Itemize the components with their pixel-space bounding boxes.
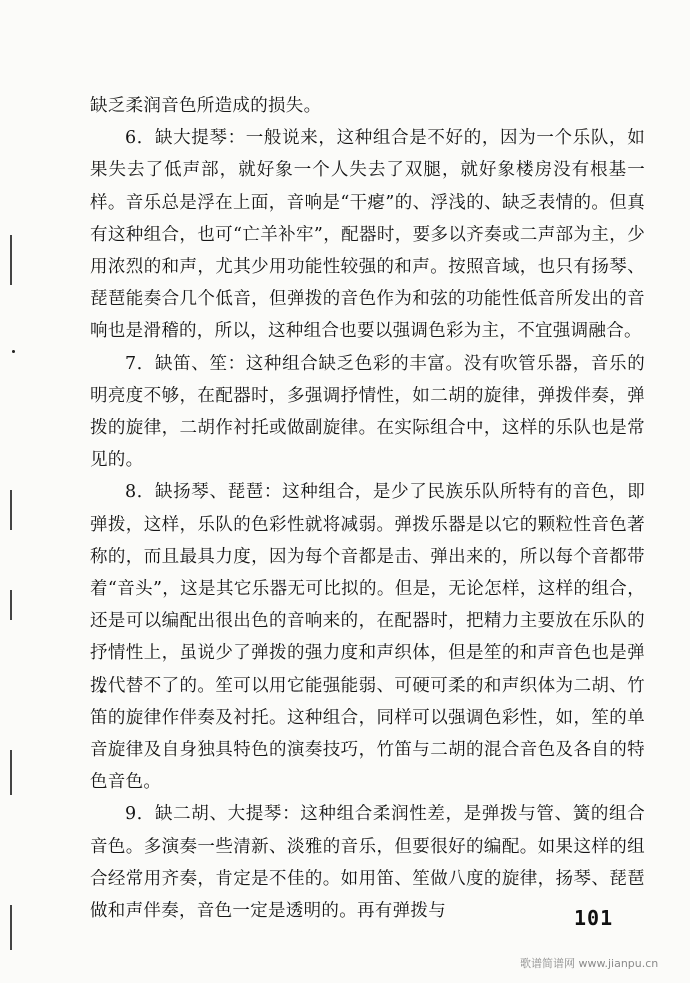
paragraph: 8．缺扬琴、琵琶：这种组合，是少了民族乐队所特有的音色，即弹拨，这样，乐队的色彩性就将减弱。弹拨乐器是以它的颗粒性音色著称的，而且最具力度，因为每个音都是击、弹出来的，所以每个音都带着“音头”，这是其它乐器无可比拟的。但是，无论怎样，这样的组合，还是可以编配出很出色的音响来的，在配器时，把精力主要放在乐队的抒情性上，虽说少了弹拨的强力度和声织体，但是笙的和声音色也是弹拨代替不了的。笙可以用它能强能弱、可硬可柔的和声织体为二胡、竹笛的旋律作伴奏及衬托。这种组合，同样可以强调色彩性，如，笙的单音旋律及自身独具特色的演奏技巧，竹笛与二胡的混合音色及各自的特色音色。 — [90, 482, 645, 793]
scan-margin-mark — [10, 590, 12, 620]
scan-margin-mark — [10, 750, 12, 795]
page-number: 101 — [574, 906, 614, 930]
paragraph: 7．缺笛、笙：这种组合缺乏色彩的丰富。没有吹管乐器，音乐的明亮度不够，在配器时，多强调抒情性，如二胡的旋律，弹拨伴奏，弹拨的旋律，二胡作衬托或做副旋律。在实际组合中，这样的乐队也是常见的。 — [90, 353, 645, 471]
watermark: 歌谱简谱网 www.jianpu.cn — [520, 957, 659, 970]
scan-speck — [12, 350, 15, 353]
scan-margin-mark — [10, 490, 12, 530]
body-text — [90, 90, 645, 927]
scan-margin-mark — [10, 905, 12, 950]
scan-margin-mark — [10, 235, 12, 285]
paragraph: 9．缺二胡、大提琴：这种组合柔润性差，是弹拨与管、簧的组合音色。多演奏一些清新、淡雅的音乐，但要很好的编配。如果这样的组合经常用齐奏，肯定是不佳的。如用笛、笙做八度的旋律，扬琴、琵琶做和声伴奏，音色一定是透明的。再有弹拨与 — [90, 804, 645, 922]
paragraph: 缺乏柔润音色所造成的损失。 — [90, 96, 322, 116]
paragraph: 6．缺大提琴：一般说来，这种组合是不好的，因为一个乐队，如果失去了低声部，就好象一个人失去了双腿，就好象楼房没有根基一样。音乐总是浮在上面，音响是“干瘪”的、浮浅的、缺乏表情的。但真有这种组合，也可“亡羊补牢”，配器时，要多以齐奏或二声部为主，少用浓烈的和声，尤其少用功能性较强的和声。按照音域，也只有扬琴、琵琶能奏合几个低音，但弹拨的音色作为和弦的功能性低音所发出的音响也是滑稽的，所以，这种组合也要以强调色彩为主，不宜强调融合。 — [90, 128, 645, 342]
